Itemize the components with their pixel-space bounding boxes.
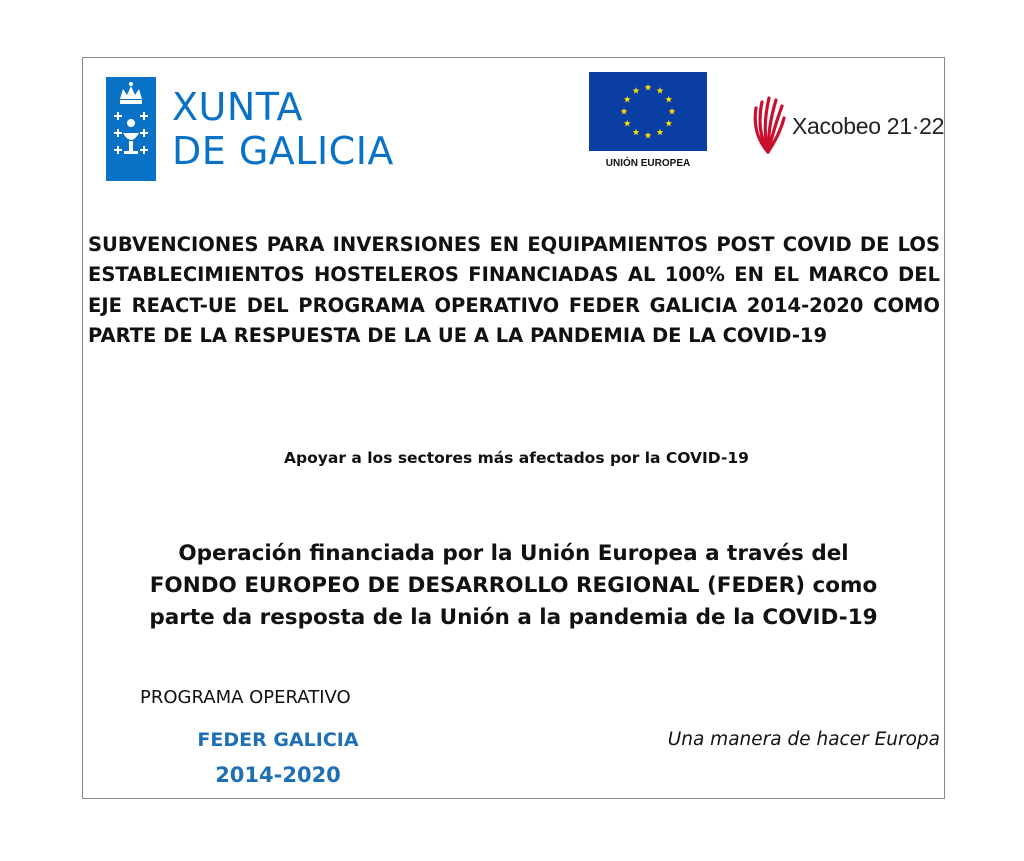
xunta-line2: DE GALICIA	[172, 129, 394, 173]
document-title: SUBVENCIONES PARA INVERSIONES EN EQUIPAMIENTOS POST COVID DE LOS ESTABLECIMIENTOS HOSTELEROS FINANCIADAS AL 100% EN EL MARCO DEL EJE REACT-UE DEL PROGRAMA OPERATIVO FEDER GALICIA 2014-2020 COMO PARTE DE LA RESPUESTA DE LA UE A LA PANDEMIA DE LA COVID-19	[88, 233, 940, 348]
program-label: PROGRAMA OPERATIVO	[140, 687, 351, 708]
operation-line-3: parte da resposta de la Unión a la pandemia de la COVID-19	[149, 605, 878, 630]
xacobeo-wordmark: Xacobeo 21·22	[792, 112, 945, 139]
program-name: FEDER GALICIA	[197, 729, 359, 751]
xunta-line1: XUNTA	[172, 85, 304, 129]
galicia-crest-icon	[106, 77, 156, 181]
operation-line-2: FONDO EUROPEO DE DESARROLLO REGIONAL (FEDER) como	[149, 573, 878, 598]
eu-flag-icon	[589, 72, 707, 151]
scallop-shell-icon	[750, 94, 786, 158]
european-union-logo	[588, 72, 708, 169]
eu-motto: Una manera de hacer Europa	[667, 729, 940, 750]
xunta-de-galicia-logo	[106, 77, 394, 181]
xacobeo-logo	[750, 94, 944, 158]
operation-line-1: Operación financiada por la Unión Europea a través del	[178, 541, 849, 566]
xunta-wordmark	[172, 85, 394, 173]
eu-label: UNIÓN EUROPEA	[605, 158, 691, 169]
document-subtitle: Apoyar a los sectores más afectados por la COVID-19	[284, 449, 749, 467]
operation-statement	[82, 538, 945, 634]
program-years: 2014-2020	[215, 763, 341, 787]
